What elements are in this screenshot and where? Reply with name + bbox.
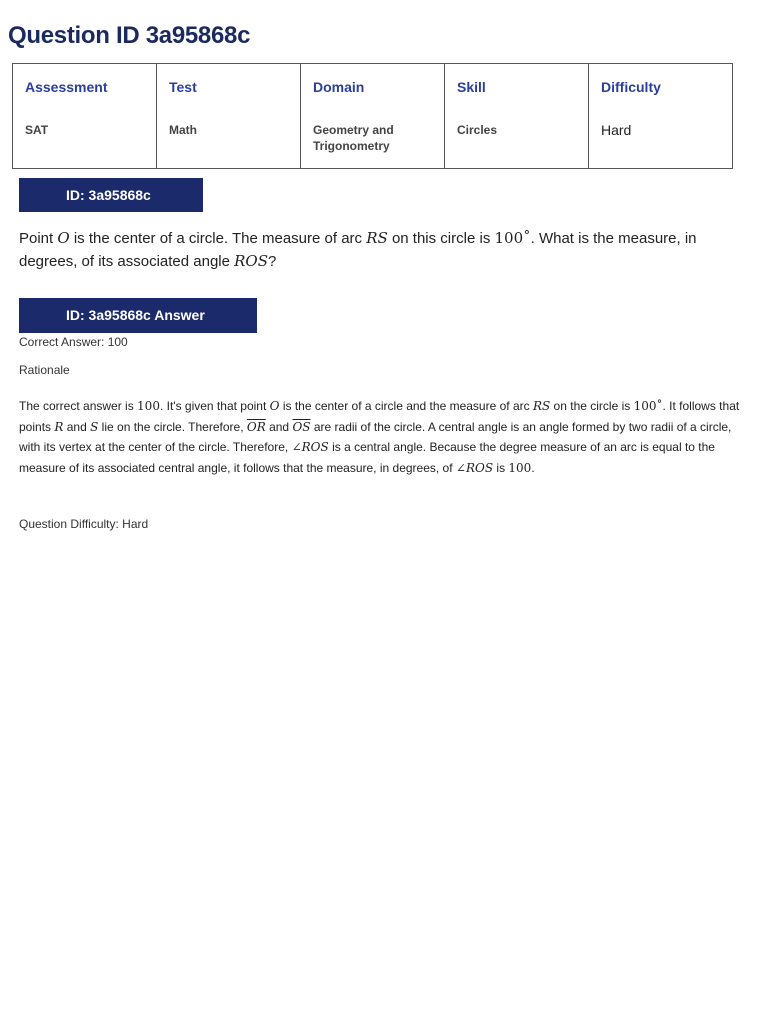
- math-angle-ros: ROS: [234, 252, 269, 270]
- header-domain: Domain: [301, 64, 445, 110]
- math-point-o: O: [57, 229, 70, 247]
- math-segment-or: $\overline{OR}$: [246, 419, 266, 434]
- math-number: 100: [137, 399, 160, 413]
- header-difficulty: Difficulty: [589, 64, 733, 110]
- page-title: Question ID 3a95868c: [8, 22, 251, 49]
- rationale-text-part: . It's given that point: [159, 399, 270, 413]
- value-assessment: SAT: [13, 110, 157, 169]
- math-angle-ros: ∠ROS: [291, 440, 329, 454]
- rationale-text-part: lie on the circle. Therefore,: [98, 419, 247, 434]
- table-row: [13, 110, 733, 169]
- header-test: Test: [157, 64, 301, 110]
- question-metadata-table: [12, 63, 733, 169]
- value-domain: Geometry and Trigonometry: [301, 110, 445, 169]
- value-skill: Circles: [445, 110, 589, 169]
- question-id-banner: ID: 3a95868c: [19, 178, 203, 212]
- rationale-label: Rationale: [19, 363, 70, 377]
- value-difficulty: Hard: [589, 110, 733, 169]
- math-point-s: S: [90, 419, 99, 434]
- rationale-text: [19, 396, 747, 478]
- value-test: Math: [157, 110, 301, 169]
- math-arc-rs: RS: [532, 399, 551, 413]
- correct-answer: Correct Answer: 100: [19, 335, 128, 349]
- header-skill: Skill: [445, 64, 589, 110]
- math-angle-ros: ∠ROS: [455, 460, 494, 475]
- math-100-degrees: 100˚: [633, 399, 663, 413]
- rationale-text-part: is: [493, 460, 509, 475]
- question-text-part: Point: [19, 230, 58, 247]
- rationale-text-part: is a central angle. Because the degree measure of an arc is equal to the measure of its associated central angle, it follows that the measure, in degrees, of: [19, 440, 715, 475]
- rationale-text-part: and: [63, 419, 91, 434]
- question-text-part: . What is the measure, in degrees, of its associated angle: [19, 230, 697, 270]
- rationale-text-part: is the center of a circle and the measure of arc: [279, 399, 533, 413]
- header-assessment: Assessment: [13, 64, 157, 110]
- math-point-o: O: [269, 399, 280, 413]
- rationale-text-part: are radii of the circle. A central angle is an angle formed by two radii of a circle, with its vertex at the center of the circle. Therefore,: [19, 419, 732, 454]
- rationale-text-part: .: [531, 460, 535, 475]
- question-text-part: ?: [268, 253, 277, 270]
- math-number: 100: [508, 460, 532, 475]
- math-100-degrees: 100˚: [494, 229, 531, 247]
- math-arc-rs: RS: [366, 229, 388, 247]
- rationale-text-part: and: [265, 419, 293, 434]
- question-text-part: is the center of a circle. The measure of arc: [69, 230, 367, 247]
- question-difficulty: Question Difficulty: Hard: [19, 517, 149, 531]
- question-text-part: on this circle is: [387, 230, 495, 247]
- math-point-r: R: [54, 419, 64, 434]
- question-text: [19, 227, 739, 273]
- rationale-text-part: . It follows that points: [19, 399, 740, 434]
- table-header-row: [13, 64, 733, 110]
- answer-id-banner: ID: 3a95868c Answer: [19, 298, 257, 333]
- rationale-text-part: The correct answer is: [19, 399, 138, 413]
- math-segment-os: $\overline{OS}$: [292, 419, 311, 434]
- rationale-text-part: on the circle is: [550, 399, 634, 413]
